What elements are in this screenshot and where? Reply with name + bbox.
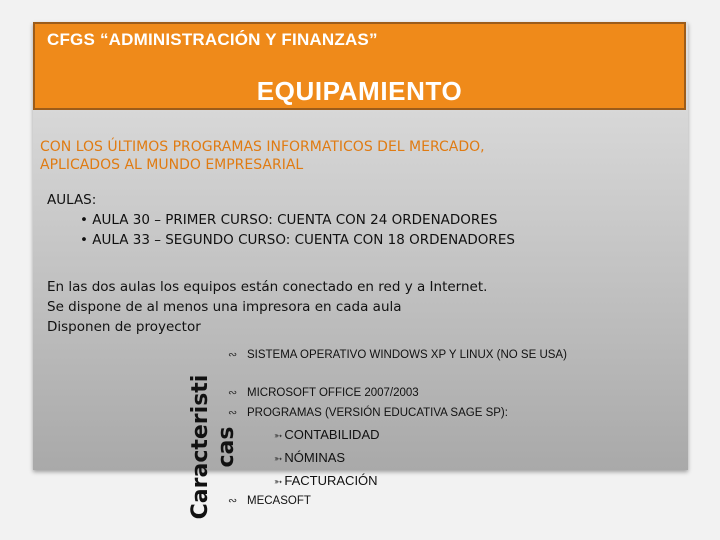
- feature-subitem: [274, 450, 345, 468]
- vertical-title-line: cas: [214, 426, 239, 468]
- subitem-text: FACTURACIÓN: [284, 473, 378, 488]
- aula-item: • AULA 33 – SEGUNDO CURSO: CUENTA CON 18 ORDENADORES: [80, 232, 515, 248]
- feature-text: MECASOFT: [247, 495, 311, 507]
- feature-subitem: [274, 473, 378, 491]
- aula-item: • AULA 30 – PRIMER CURSO: CUENTA CON 24 ORDENADORES: [80, 212, 498, 228]
- wavy-bullet-icon: ∾: [228, 495, 238, 507]
- network-section: [47, 277, 487, 337]
- feature-text: PROGRAMAS (VERSIÓN EDUCATIVA SAGE SP):: [247, 407, 508, 419]
- network-line: Se dispone de al menos una impresora en cada aula: [47, 299, 402, 315]
- subitem-text: NÓMINAS: [284, 450, 346, 465]
- feature-item: [228, 494, 311, 509]
- aulas-section: [47, 190, 515, 250]
- wavy-bullet-icon: ∾: [228, 387, 238, 399]
- intro-line: APLICADOS AL MUNDO EMPRESARIAL: [40, 157, 304, 173]
- intro-line: CON LOS ÚLTIMOS PROGRAMAS INFORMATICOS DEL MERCADO,: [40, 139, 485, 155]
- feature-text: MICROSOFT OFFICE 2007/2003: [247, 387, 419, 399]
- feature-item: [228, 406, 508, 421]
- wavy-bullet-icon: ∾: [228, 407, 238, 419]
- arrow-bullet-icon: ➳: [274, 477, 283, 488]
- network-line: Disponen de proyector: [47, 319, 201, 335]
- intro-text: [40, 138, 640, 174]
- header-subtitle: CFGS “ADMINISTRACIÓN Y FINANZAS”: [47, 30, 378, 49]
- network-line: En las dos aulas los equipos están conectado en red y a Internet.: [47, 279, 488, 295]
- slide-header: [33, 22, 686, 110]
- feature-item: [228, 386, 419, 401]
- aulas-heading: AULAS:: [47, 192, 97, 208]
- arrow-bullet-icon: ➳: [274, 454, 283, 465]
- feature-item: [228, 348, 567, 363]
- slide-title: EQUIPAMIENTO: [256, 76, 463, 106]
- feature-subitem: [274, 427, 380, 445]
- wavy-bullet-icon: ∾: [228, 349, 238, 361]
- vertical-title-line: Caracteristi: [188, 374, 213, 520]
- arrow-bullet-icon: ➳: [274, 431, 283, 442]
- feature-text: SISTEMA OPERATIVO WINDOWS XP Y LINUX (NO SE USA): [247, 349, 567, 361]
- subitem-text: CONTABILIDAD: [284, 427, 380, 442]
